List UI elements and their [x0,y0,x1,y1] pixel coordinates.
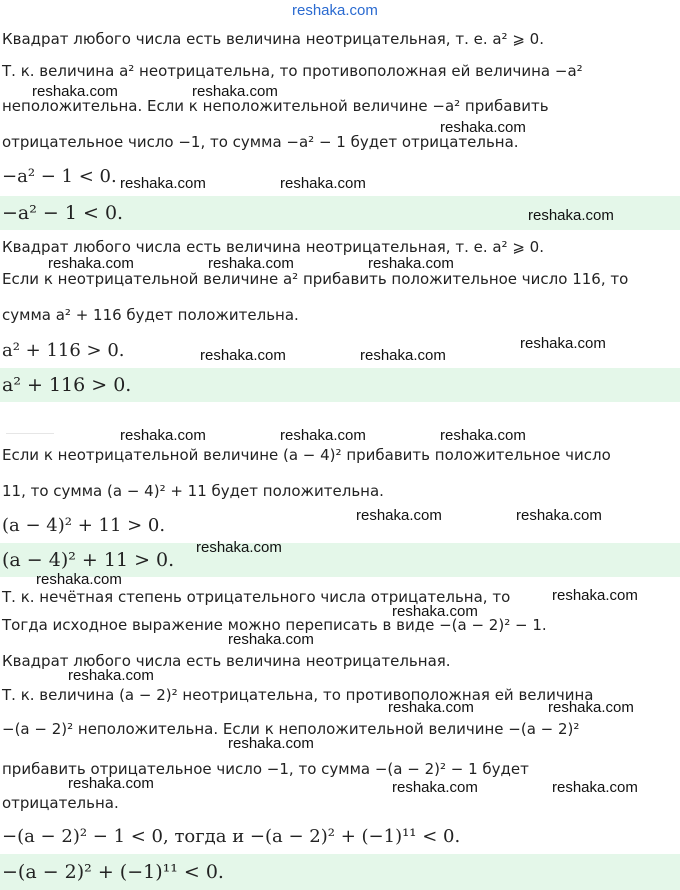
watermark: reshaka.com [36,571,122,588]
watermark: reshaka.com [280,175,366,192]
math-result: a² + 116 > 0. [2,340,125,361]
answer-formula: (a − 4)² + 11 > 0. [2,549,175,571]
watermark: reshaka.com [552,587,638,604]
divider [6,433,54,434]
watermark: reshaka.com [388,699,474,716]
text-line: Квадрат любого числа есть величина неотрицательная. [2,652,451,670]
text-line: отрицательна. [2,794,119,812]
math-result: −(a − 2)² − 1 < 0, тогда и −(a − 2)² + (−1)¹¹ < 0. [2,826,461,847]
text-line: прибавить отрицательное число −1, то сумма −(a − 2)² − 1 будет [2,760,529,778]
watermark: reshaka.com [32,83,118,100]
text-line: Если к неотрицательной величине (a − 4)² прибавить положительное число [2,446,611,464]
answer-formula: −(a − 2)² + (−1)¹¹ < 0. [2,861,224,883]
answer-box [0,368,680,402]
text-line: Т. к. величина (a − 2)² неотрицательна, то противоположная ей величина [2,686,594,704]
watermark: reshaka.com [48,255,134,272]
watermark: reshaka.com [368,255,454,272]
site-link[interactable]: reshaka.com [292,2,378,19]
watermark: reshaka.com [440,119,526,136]
watermark: reshaka.com [528,207,614,224]
watermark: reshaka.com [280,427,366,444]
watermark: reshaka.com [516,507,602,524]
text-line: Т. к. нечётная степень отрицательного числа отрицательна, то [2,588,511,606]
math-result: −a² − 1 < 0. [2,166,117,187]
answer-box [0,854,680,890]
watermark: reshaka.com [200,347,286,364]
watermark: reshaka.com [392,779,478,796]
watermark: reshaka.com [356,507,442,524]
text-line: Т. к. величина a² неотрицательна, то противоположная ей величина −a² [2,62,583,80]
watermark: reshaka.com [552,779,638,796]
watermark: reshaka.com [440,427,526,444]
text-line: Если к неотрицательной величине a² прибавить положительное число 116, то [2,270,629,288]
watermark: reshaka.com [208,255,294,272]
watermark: reshaka.com [120,427,206,444]
watermark: reshaka.com [196,539,282,556]
watermark: reshaka.com [68,775,154,792]
watermark: reshaka.com [392,603,478,620]
watermark: reshaka.com [520,335,606,352]
watermark: reshaka.com [548,699,634,716]
watermark: reshaka.com [228,735,314,752]
text-line: 11, то сумма (a − 4)² + 11 будет положительна. [2,482,384,500]
watermark: reshaka.com [68,667,154,684]
text-line: неположительна. Если к неположительной величине −a² прибавить [2,97,549,115]
text-line: Тогда исходное выражение можно переписать в виде −(a − 2)² − 1. [2,616,547,634]
text-line: −(a − 2)² неположительна. Если к неположительной величине −(a − 2)² [2,720,580,738]
answer-formula: a² + 116 > 0. [2,374,132,396]
text-line: Квадрат любого числа есть величина неотрицательная, т. е. a² ⩾ 0. [2,238,544,256]
math-result: (a − 4)² + 11 > 0. [2,515,166,536]
watermark: reshaka.com [192,83,278,100]
text-line: Квадрат любого числа есть величина неотрицательная, т. е. a² ⩾ 0. [2,30,544,48]
watermark: reshaka.com [360,347,446,364]
watermark: reshaka.com [120,175,206,192]
text-line: сумма a² + 116 будет положительна. [2,306,299,324]
text-line: отрицательное число −1, то сумма −a² − 1 будет отрицательна. [2,133,519,151]
watermark: reshaka.com [228,631,314,648]
answer-formula: −a² − 1 < 0. [2,202,124,224]
